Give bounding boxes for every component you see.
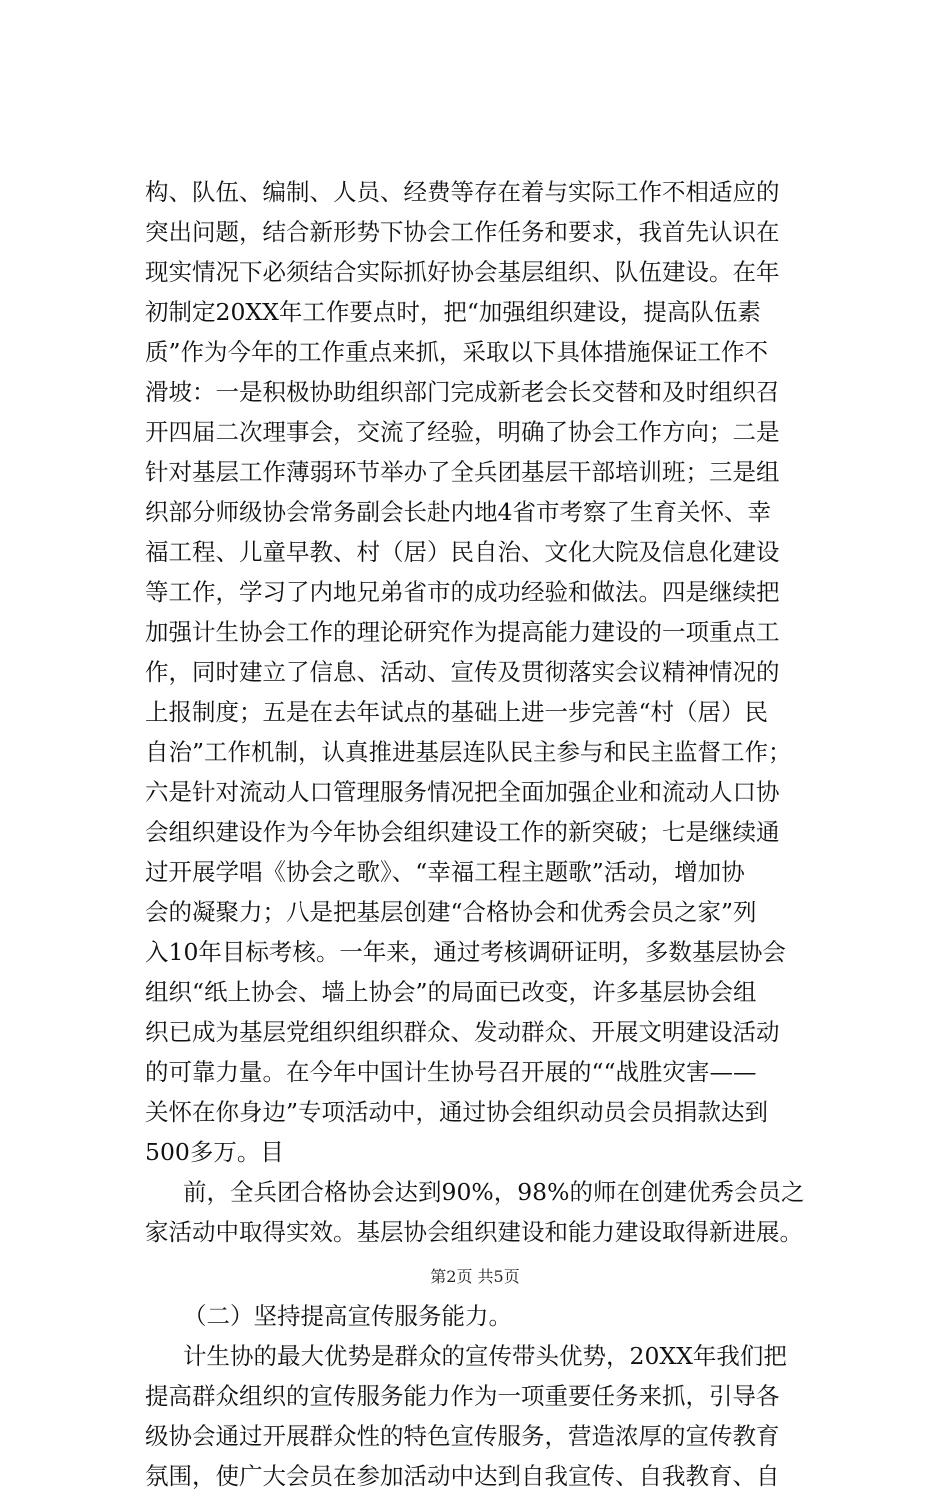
text-line: 加强计生协会工作的理论研究作为提高能力建设的一项重点工	[145, 618, 780, 646]
document-body	[145, 172, 830, 1496]
text-line: 织已成为基层党组织组织群众、发动群众、开展文明建设活动	[145, 1018, 780, 1046]
text-line: 提高群众组织的宣传服务能力作为一项重要任务来抓，引导各	[145, 1382, 780, 1410]
text-line: 氛围，使广大会员在参加活动中达到自我宣传、自我教育、自	[145, 1462, 780, 1490]
text-line: 级协会通过开展群众性的特色宣传服务，营造浓厚的宣传教育	[145, 1422, 780, 1450]
text-line: 初制定20XX年工作要点时，把“加强组织建设，提高队伍素	[145, 298, 761, 326]
text-line: 上报制度；五是在去年试点的基础上进一步完善“村（居）民	[145, 698, 769, 726]
text-line: 滑坡：一是积极协助组织部门完成新老会长交替和及时组织召	[145, 378, 780, 406]
text-line: 针对基层工作薄弱环节举办了全兵团基层干部培训班；三是组	[145, 458, 780, 486]
text-line: 福工程、儿童早教、村（居）民自治、文化大院及信息化建设	[145, 538, 780, 566]
text-line: 500多万。目	[145, 1138, 284, 1166]
text-line: 关怀在你身边”专项活动中，通过协会组织动员会员捐款达到	[145, 1098, 769, 1126]
paragraph-1	[145, 172, 830, 1172]
section-heading: （二）坚持提高宣传服务能力。	[183, 1302, 512, 1330]
text-line: 作，同时建立了信息、活动、宣传及贯彻落实会议精神情况的	[145, 658, 780, 686]
text-line: 自治”工作机制，认真推进基层连队民主参与和民主监督工作；	[145, 738, 792, 766]
text-line: 入10年目标考核。一年来，通过考核调研证明，多数基层协会	[145, 938, 786, 966]
text-line: 现实情况下必须结合实际抓好协会基层组织、队伍建设。在年	[145, 258, 780, 286]
text-line: 开四届二次理事会，交流了经验，明确了协会工作方向；二是	[145, 418, 780, 446]
text-line: 织部分师级协会常务副会长赴内地4省市考察了生育关怀、幸	[145, 498, 771, 526]
text-line: 过开展学唱《协会之歌》、“幸福工程主题歌”活动，增加协	[145, 858, 745, 886]
text-line: 前，全兵团合格协会达到90%，98%的师在创建优秀会员之	[183, 1178, 805, 1206]
paragraph-2	[145, 1172, 830, 1252]
paragraph-3	[145, 1336, 830, 1496]
text-line: 等工作，学习了内地兄弟省市的成功经验和做法。四是继续把	[145, 578, 780, 606]
text-line: 计生协的最大优势是群众的宣传带头优势，20XX年我们把	[183, 1342, 787, 1370]
text-line: 会组织建设作为今年协会组织建设工作的新突破；七是继续通	[145, 818, 780, 846]
text-line: 质”作为今年的工作重点来抓，采取以下具体措施保证工作不	[145, 338, 769, 366]
page-footer: 第2页 共5页	[430, 1267, 520, 1286]
text-line: 会的凝聚力；八是把基层创建“合格协会和优秀会员之家”列	[145, 898, 757, 926]
text-line: 的可靠力量。在今年中国计生协号召开展的““战胜灾害——	[145, 1058, 757, 1086]
text-line: 突出问题，结合新形势下协会工作任务和要求，我首先认识在	[145, 218, 780, 246]
text-line: 组织“纸上协会、墙上协会”的局面已改变，许多基层协会组	[145, 978, 757, 1006]
text-line: 构、队伍、编制、人员、经费等存在着与实际工作不相适应的	[145, 178, 780, 206]
text-line: 六是针对流动人口管理服务情况把全面加强企业和流动人口协	[145, 778, 780, 806]
text-line: 家活动中取得实效。基层协会组织建设和能力建设取得新进展。	[145, 1218, 803, 1246]
